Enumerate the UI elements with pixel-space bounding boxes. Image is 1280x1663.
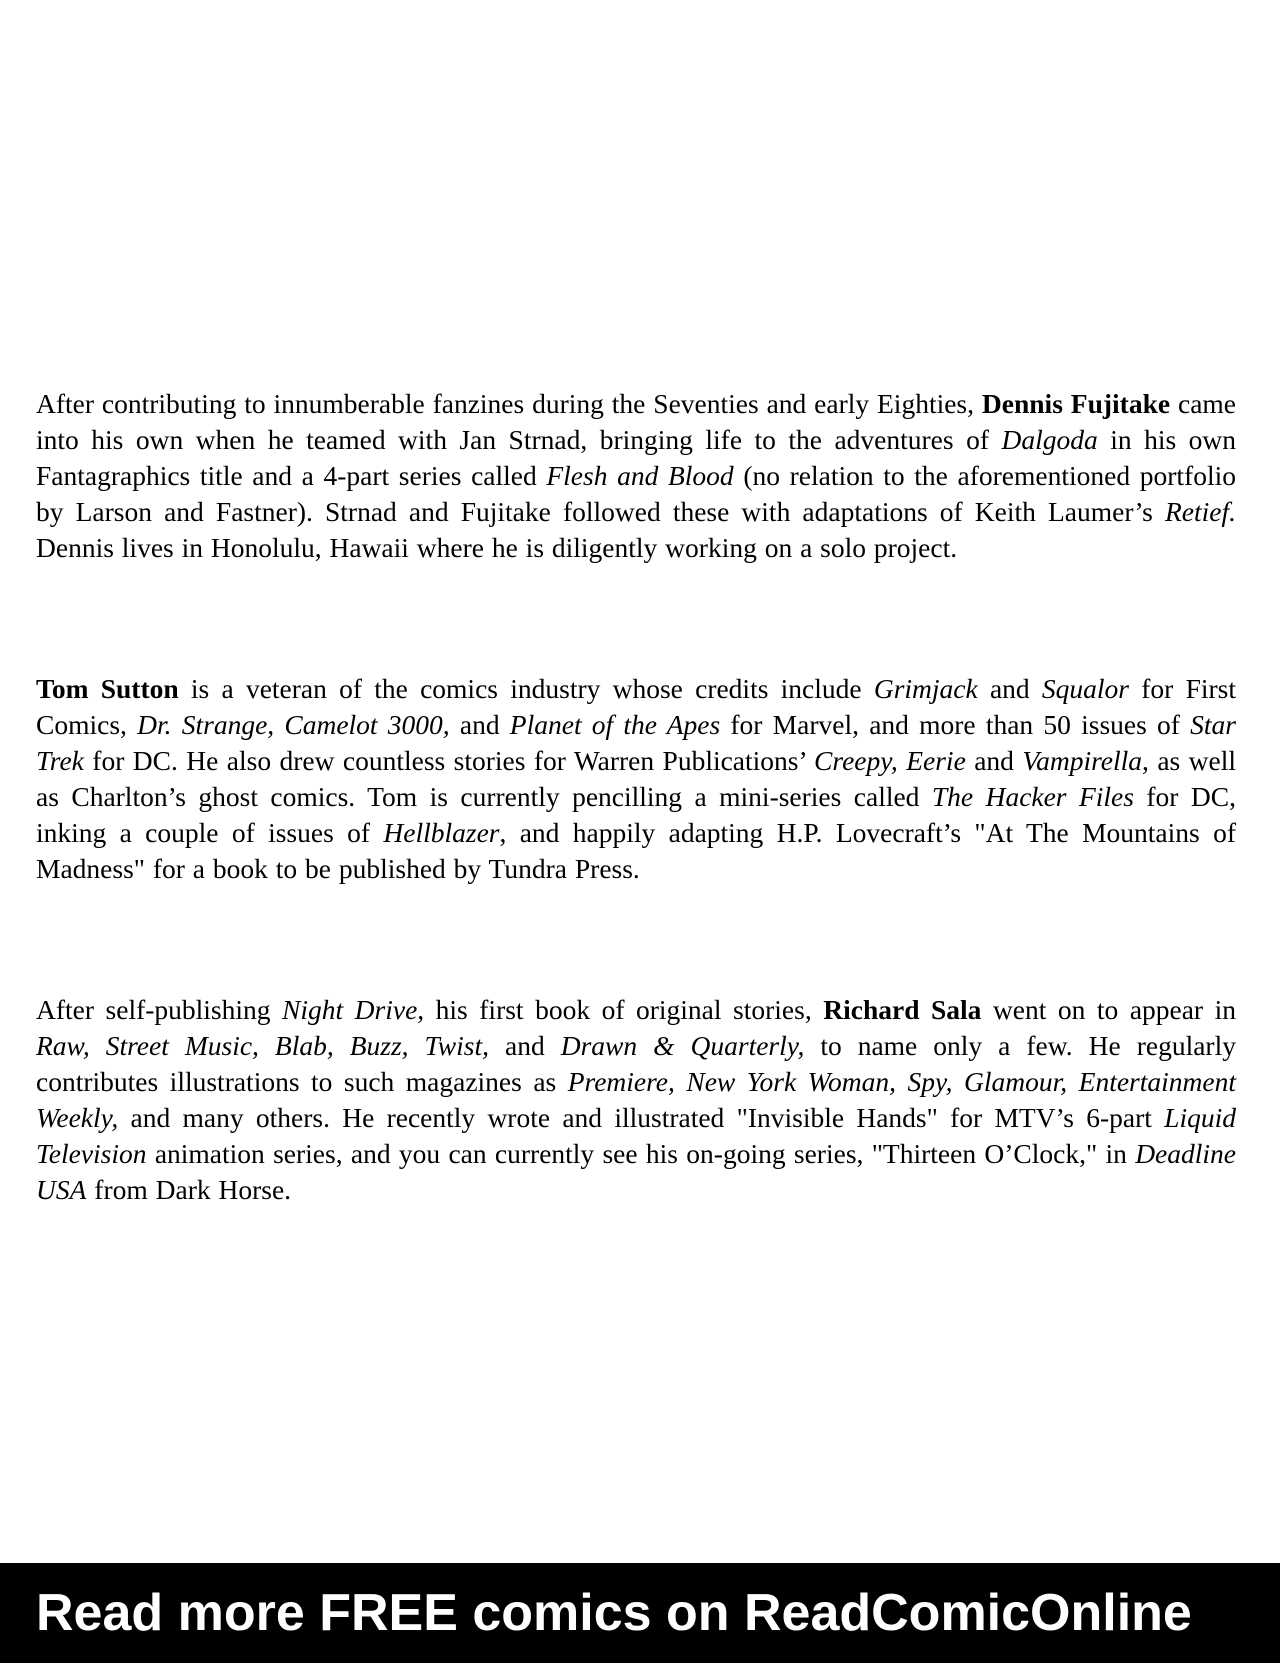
publication-title: Star Trek: [36, 709, 1236, 776]
publication-title: Dr. Strange, Camelot 3000,: [137, 709, 450, 740]
publication-title: Grimjack: [873, 673, 978, 704]
promo-banner[interactable]: [0, 1563, 1280, 1663]
publication-title: Deadline USA: [36, 1138, 1236, 1205]
publication-title: Creepy, Eerie: [814, 745, 966, 776]
bio-text: Dennis lives in Honolulu, Hawaii where he is diligently working on a solo project.: [36, 532, 958, 563]
publication-title: The Hacker Files: [931, 781, 1134, 812]
bio-richard-sala: [36, 992, 1236, 1208]
publication-title: Planet of the Apes: [509, 709, 721, 740]
publication-title: Drawn & Quarterly,: [560, 1030, 805, 1061]
bio-text: for First Comics,: [36, 673, 1236, 740]
publication-title: Flesh and Blood: [546, 460, 734, 491]
publication-title: Squalor: [1041, 673, 1130, 704]
bio-text: After self-publishing: [36, 994, 283, 1025]
bio-text: , as well as Charlton’s ghost comics. Tom is currently pencilling a mini-series called: [36, 745, 1236, 812]
publication-title: Hellblazer: [383, 817, 500, 848]
bio-text: and: [489, 1030, 561, 1061]
promo-banner-link[interactable]: Read more FREE comics on ReadComicOnline: [36, 1584, 1192, 1642]
artist-name: Tom Sutton: [36, 673, 179, 704]
bio-tom-sutton: [36, 671, 1236, 887]
bio-text: to name only a few. He regularly contributes illustrations to such magazines as: [36, 1030, 1236, 1097]
publication-title: Liquid Television: [36, 1102, 1236, 1169]
artist-name: Dennis Fujitake: [981, 388, 1171, 419]
publication-title: Dalgoda: [1001, 424, 1098, 455]
bio-text: After contributing to innumberable fanzines during the Seventies and early Eighties,: [36, 388, 982, 419]
bio-text: and: [965, 745, 1023, 776]
bio-text: , and happily adapting H.P. Lovecraft’s "At The Mountains of Madness" for a book to be published by Tundra Press.: [36, 817, 1236, 884]
bio-text: for Marvel, and more than 50 issues of: [720, 709, 1191, 740]
bio-text: is a veteran of the comics industry whose credits include: [178, 673, 874, 704]
bio-text: for DC. He also drew countless stories for Warren Publications’: [83, 745, 815, 776]
publication-title: Retief.: [1164, 496, 1236, 527]
publication-title: Raw, Street Music, Blab, Buzz, Twist,: [36, 1030, 490, 1061]
publication-title: Premiere, New York Woman, Spy, Glamour, Entertainment Weekly,: [36, 1066, 1236, 1133]
publication-title: Night Drive,: [282, 994, 425, 1025]
bio-text: from Dark Horse.: [86, 1174, 292, 1205]
bio-text: animation series, and you can currently see his on-going series, "Thirteen O’Clock," in: [146, 1138, 1136, 1169]
bio-text: for DC, inking a couple of issues of: [36, 781, 1236, 848]
bio-text: and: [449, 709, 510, 740]
bio-text: his first book of original stories,: [424, 994, 824, 1025]
bio-text: and: [977, 673, 1042, 704]
artist-name: Richard Sala: [823, 994, 982, 1025]
bio-text: and many others. He recently wrote and illustrated "Invisible Hands" for MTV’s 6-part: [118, 1102, 1165, 1133]
bio-text: went on to appear in: [981, 994, 1236, 1025]
bio-text: in his own Fantagraphics title and a 4-part series called: [36, 424, 1237, 491]
bio-text: came into his own when he teamed with Jan Strnad, bringing life to the adventures of: [36, 388, 1236, 455]
publication-title: Vampirella: [1022, 745, 1143, 776]
bio-text: (no relation to the aforementioned portfolio by Larson and Fastner). Strnad and Fujitake followed these with adaptations of Keith Laumer’s: [36, 460, 1236, 527]
bio-dennis-fujitake: [36, 386, 1236, 566]
